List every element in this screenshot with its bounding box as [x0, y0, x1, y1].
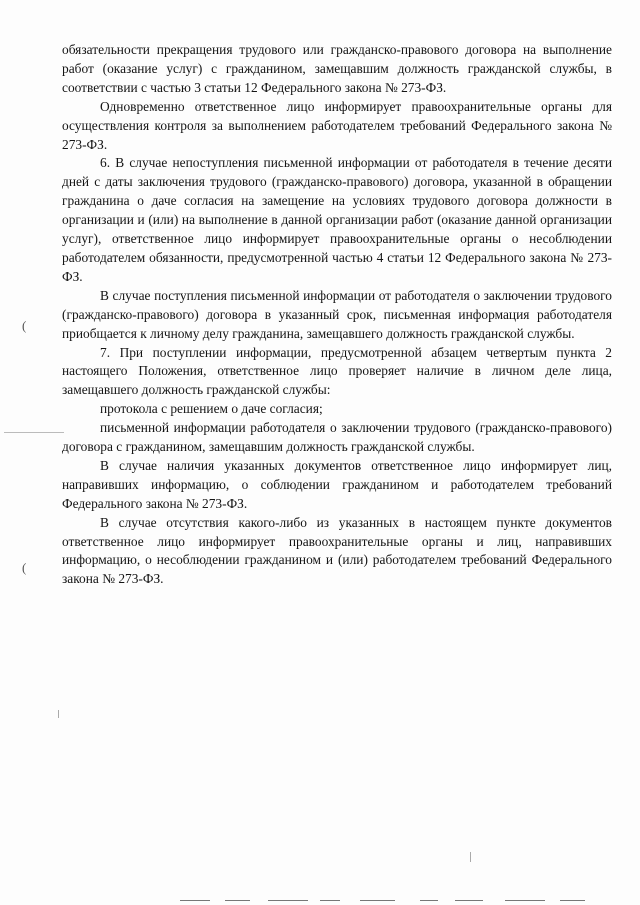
paragraph-2: Одновременно ответственное лицо информирует правоохранительные органы для осуществления контроля за выполнением работодателем требований Федерального закона № 273-ФЗ. [62, 98, 612, 152]
scan-bottom-edge [0, 897, 640, 905]
scan-bracket-mark: ( [22, 318, 27, 333]
document-body [62, 41, 612, 589]
scan-tick-mark [470, 852, 471, 862]
paragraph-8: В случае наличия указанных документов ответственное лицо информирует лиц, направивших информацию, о соблюдении гражданином и работодателем требований Федерального закона № 273-ФЗ. [62, 457, 612, 511]
paragraph-4: В случае поступления письменной информации от работодателя о заключении трудового (гражданско-правового) договора в указанный срок, письменная информация работодателя приобщается к личному делу гражданина, замещавшего должность гражданской службы. [62, 287, 612, 341]
paragraph-5-item-7: 7. При поступлении информации, предусмотренной абзацем четвертым пункта 2 настоящего Положения, ответственное лицо проверяет наличие в личном деле лица, замещавшего должность гражданской службы: [62, 344, 612, 398]
paragraph-1: обязательности прекращения трудового или гражданско-правового договора на выполнение работ (оказание услуг) с гражданином, замещавшим должность гражданской службы, в соответствии с частью 3 статьи 12 Федерального закона № 273-ФЗ. [62, 42, 612, 95]
scan-bracket-mark: ( [22, 560, 27, 575]
scan-dash-mark [4, 432, 64, 433]
paragraph-3-item-6: 6. В случае непоступления письменной информации от работодателя в течение десяти дней с даты заключения трудового (гражданско-правового) договора, указанной в обращении гражданина о даче согласия на замещение на условиях трудового договора должности в организации и (или) на выполнение в данной организации работ (оказание данной организации услуг), ответственное лицо информирует правоохранительные органы о несоблюдении работодателем обязанности, предусмотренной частью 4 статьи 12 Федерального закона № 273-ФЗ. [62, 155, 612, 284]
paragraph-9: В случае отсутствия какого-либо из указанных в настоящем пункте документов ответственное лицо информирует правоохранительные органы и лиц, направивших информацию, о несоблюдении гражданином и (или) работодателем требований Федерального закона № 273-ФЗ. [62, 514, 612, 587]
paragraph-6-list-item: протокола с решением о даче согласия; [100, 401, 323, 417]
scan-tick-mark [58, 710, 59, 718]
paragraph-7-list-item: письменной информации работодателя о заключении трудового (гражданско-правового) договора с гражданином, замещавшим должность гражданской службы. [62, 420, 612, 455]
